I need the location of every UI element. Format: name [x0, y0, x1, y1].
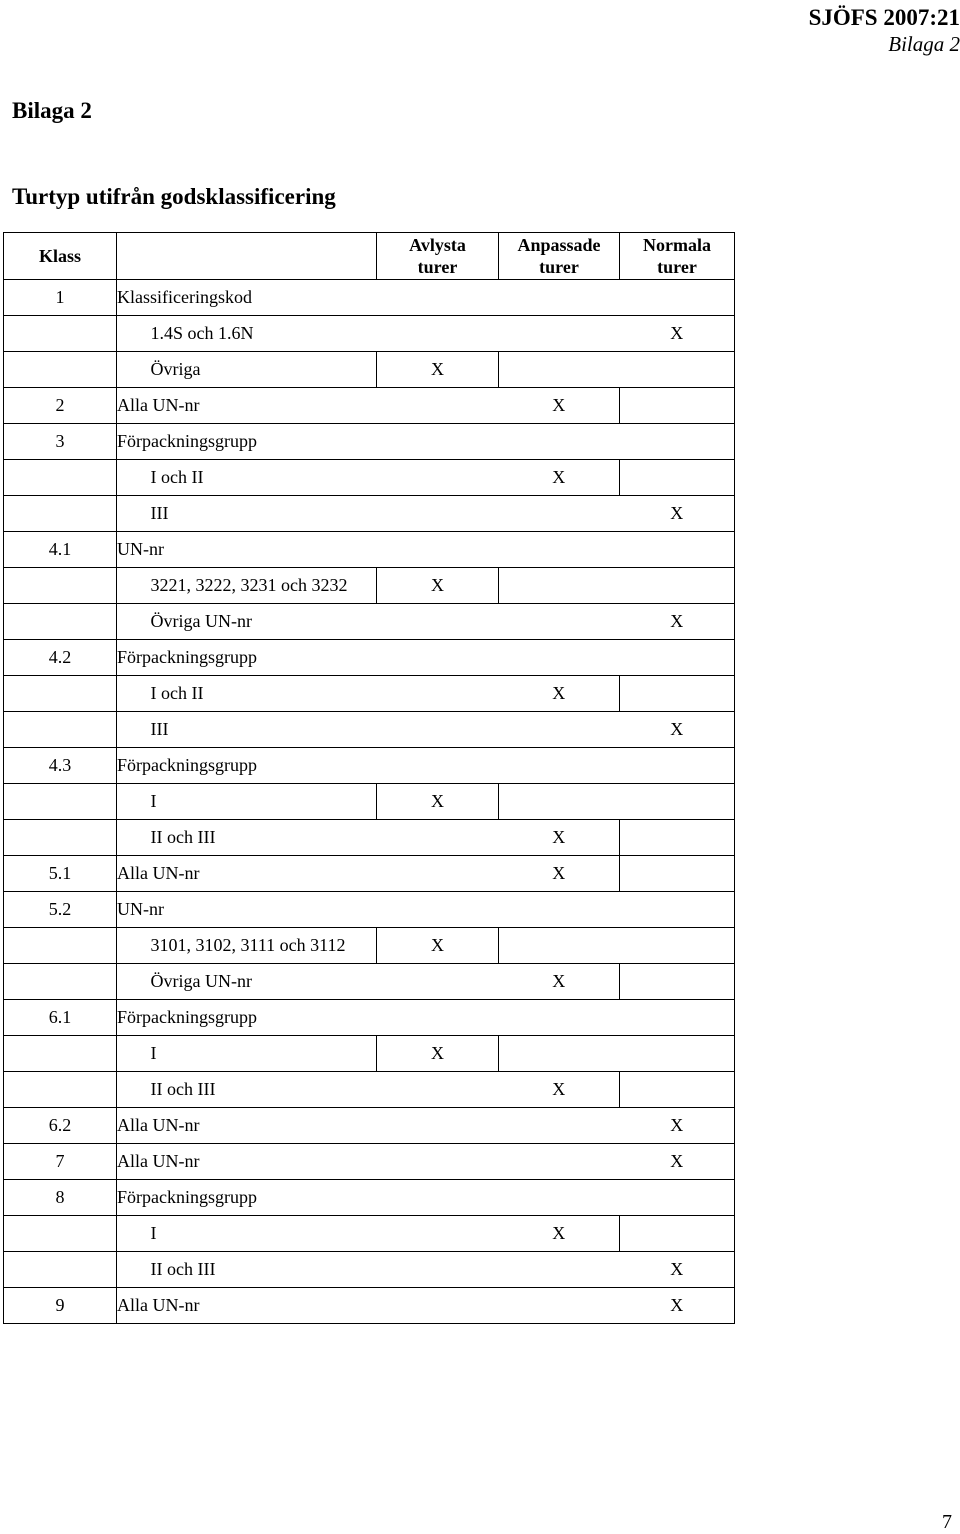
anpassade-cell — [499, 1036, 620, 1072]
table-row — [4, 604, 735, 640]
klass-cell: 5.2 — [4, 892, 117, 928]
table-row — [4, 352, 735, 388]
table-row — [4, 676, 735, 712]
indent-cell — [117, 964, 151, 1000]
table-row — [4, 316, 735, 352]
avlysta-cell — [377, 460, 499, 496]
row-label: Alla UN-nr — [117, 388, 377, 424]
table-row — [4, 1108, 735, 1144]
table-row — [4, 1144, 735, 1180]
classification-table — [3, 232, 735, 1324]
anpassade-cell — [499, 604, 620, 640]
klass-cell — [4, 316, 117, 352]
normala-cell: X — [620, 316, 735, 352]
row-label: Alla UN-nr — [117, 1288, 377, 1324]
klass-cell — [4, 496, 117, 532]
row-label: Förpackningsgrupp — [117, 748, 735, 784]
avlysta-cell — [377, 604, 499, 640]
normala-cell: X — [620, 712, 735, 748]
normala-cell: X — [620, 604, 735, 640]
anpassade-cell — [499, 1288, 620, 1324]
normala-cell: X — [620, 1252, 735, 1288]
indent-cell — [117, 712, 151, 748]
row-label: Övriga — [151, 352, 377, 388]
avlysta-cell: X — [377, 784, 499, 820]
table-row — [4, 1000, 735, 1036]
normala-cell — [620, 352, 735, 388]
klass-cell: 4.1 — [4, 532, 117, 568]
row-label: 1.4S och 1.6N — [151, 316, 377, 352]
row-label: 3221, 3222, 3231 och 3232 — [151, 568, 377, 604]
klass-cell — [4, 676, 117, 712]
row-label: II och III — [151, 1072, 377, 1108]
klass-cell — [4, 1216, 117, 1252]
row-label: Klassificeringskod — [117, 280, 735, 316]
row-label: UN-nr — [117, 892, 735, 928]
label-header — [117, 233, 377, 280]
anpassade-cell — [499, 352, 620, 388]
table-row — [4, 928, 735, 964]
klass-cell — [4, 568, 117, 604]
klass-cell — [4, 964, 117, 1000]
table-row — [4, 1252, 735, 1288]
indent-cell — [117, 676, 151, 712]
avlysta-cell: X — [377, 1036, 499, 1072]
anpassade-cell — [499, 496, 620, 532]
avlysta-cell — [377, 496, 499, 532]
normala-cell — [620, 784, 735, 820]
row-label: Förpackningsgrupp — [117, 1180, 735, 1216]
table-row — [4, 640, 735, 676]
klass-cell: 9 — [4, 1288, 117, 1324]
row-label: Övriga UN-nr — [151, 604, 377, 640]
table-row — [4, 784, 735, 820]
avlysta-cell — [377, 964, 499, 1000]
table-header-row — [4, 233, 735, 280]
table-row — [4, 388, 735, 424]
indent-cell — [117, 496, 151, 532]
normala-cell — [620, 676, 735, 712]
row-label: Alla UN-nr — [117, 1108, 377, 1144]
table-row — [4, 1036, 735, 1072]
avlysta-header: Avlysta turer — [377, 233, 499, 280]
table-row — [4, 820, 735, 856]
row-label: UN-nr — [117, 532, 735, 568]
annex-label: Bilaga 2 — [888, 32, 960, 56]
normala-cell — [620, 856, 735, 892]
anpassade-cell — [499, 784, 620, 820]
row-label: II och III — [151, 820, 377, 856]
indent-cell — [117, 568, 151, 604]
normala-header: Normala turer — [620, 233, 735, 280]
klass-cell: 1 — [4, 280, 117, 316]
avlysta-cell: X — [377, 568, 499, 604]
table-row — [4, 892, 735, 928]
row-label: 3101, 3102, 3111 och 3112 — [151, 928, 377, 964]
anpassade-header: Anpassade turer — [499, 233, 620, 280]
row-label: III — [151, 712, 377, 748]
anpassade-cell — [499, 928, 620, 964]
row-label: Alla UN-nr — [117, 856, 377, 892]
indent-cell — [117, 1036, 151, 1072]
normala-cell — [620, 388, 735, 424]
normala-cell — [620, 928, 735, 964]
table-row — [4, 1180, 735, 1216]
avlysta-cell — [377, 856, 499, 892]
indent-cell — [117, 1072, 151, 1108]
klass-cell: 3 — [4, 424, 117, 460]
table-row — [4, 496, 735, 532]
klass-cell: 4.3 — [4, 748, 117, 784]
normala-cell: X — [620, 1144, 735, 1180]
row-label: Alla UN-nr — [117, 1144, 377, 1180]
normala-cell: X — [620, 1108, 735, 1144]
avlysta-cell — [377, 1288, 499, 1324]
avlysta-cell — [377, 316, 499, 352]
normala-cell: X — [620, 496, 735, 532]
indent-cell — [117, 604, 151, 640]
klass-cell — [4, 712, 117, 748]
anpassade-cell: X — [499, 1072, 620, 1108]
table-row — [4, 424, 735, 460]
klass-cell: 2 — [4, 388, 117, 424]
section-title: Bilaga 2 — [12, 98, 92, 123]
anpassade-cell: X — [499, 676, 620, 712]
avlysta-cell — [377, 388, 499, 424]
anpassade-cell — [499, 1252, 620, 1288]
indent-cell — [117, 1216, 151, 1252]
indent-cell — [117, 1252, 151, 1288]
row-label: Förpackningsgrupp — [117, 424, 735, 460]
klass-cell — [4, 928, 117, 964]
klass-header: Klass — [4, 233, 117, 280]
avlysta-cell — [377, 1072, 499, 1108]
anpassade-cell — [499, 568, 620, 604]
normala-cell — [620, 460, 735, 496]
row-label: Förpackningsgrupp — [117, 1000, 735, 1036]
klass-cell — [4, 1036, 117, 1072]
klass-cell: 6.2 — [4, 1108, 117, 1144]
table-row — [4, 748, 735, 784]
anpassade-cell — [499, 1108, 620, 1144]
document-title: Turtyp utifrån godsklassificering — [12, 184, 336, 209]
row-label: I och II — [151, 676, 377, 712]
anpassade-cell: X — [499, 460, 620, 496]
table-row — [4, 460, 735, 496]
avlysta-cell — [377, 712, 499, 748]
table-row — [4, 568, 735, 604]
row-label: I — [151, 1036, 377, 1072]
klass-cell: 5.1 — [4, 856, 117, 892]
indent-cell — [117, 316, 151, 352]
row-label: I och II — [151, 460, 377, 496]
klass-cell: 4.2 — [4, 640, 117, 676]
table-row — [4, 1216, 735, 1252]
klass-cell: 7 — [4, 1144, 117, 1180]
row-label: I — [151, 784, 377, 820]
indent-cell — [117, 352, 151, 388]
klass-cell — [4, 352, 117, 388]
anpassade-cell: X — [499, 388, 620, 424]
anpassade-cell — [499, 1144, 620, 1180]
avlysta-cell — [377, 1144, 499, 1180]
table-row — [4, 280, 735, 316]
klass-cell: 6.1 — [4, 1000, 117, 1036]
avlysta-cell — [377, 1252, 499, 1288]
avlysta-cell — [377, 820, 499, 856]
normala-cell — [620, 1072, 735, 1108]
avlysta-cell: X — [377, 928, 499, 964]
anpassade-cell — [499, 316, 620, 352]
klass-cell: 8 — [4, 1180, 117, 1216]
normala-cell: X — [620, 1288, 735, 1324]
table-row — [4, 712, 735, 748]
row-label: II och III — [151, 1252, 377, 1288]
document-id: SJÖFS 2007:21 — [808, 5, 960, 30]
indent-cell — [117, 460, 151, 496]
normala-cell — [620, 964, 735, 1000]
table-row — [4, 1288, 735, 1324]
normala-cell — [620, 820, 735, 856]
klass-cell — [4, 604, 117, 640]
row-label: Förpackningsgrupp — [117, 640, 735, 676]
anpassade-cell: X — [499, 964, 620, 1000]
avlysta-cell — [377, 1216, 499, 1252]
klass-cell — [4, 460, 117, 496]
row-label: III — [151, 496, 377, 532]
klass-cell — [4, 1072, 117, 1108]
avlysta-cell: X — [377, 352, 499, 388]
normala-cell — [620, 568, 735, 604]
avlysta-cell — [377, 676, 499, 712]
indent-cell — [117, 784, 151, 820]
anpassade-cell: X — [499, 1216, 620, 1252]
table-row — [4, 964, 735, 1000]
page-number: 7 — [942, 1511, 952, 1533]
page-header — [809, 4, 960, 58]
indent-cell — [117, 820, 151, 856]
row-label: Övriga UN-nr — [151, 964, 377, 1000]
klass-cell — [4, 1252, 117, 1288]
table-row — [4, 532, 735, 568]
table-row — [4, 1072, 735, 1108]
anpassade-cell: X — [499, 820, 620, 856]
klass-cell — [4, 820, 117, 856]
klass-cell — [4, 784, 117, 820]
table-row — [4, 856, 735, 892]
anpassade-cell: X — [499, 856, 620, 892]
indent-cell — [117, 928, 151, 964]
avlysta-cell — [377, 1108, 499, 1144]
normala-cell — [620, 1036, 735, 1072]
row-label: I — [151, 1216, 377, 1252]
normala-cell — [620, 1216, 735, 1252]
anpassade-cell — [499, 712, 620, 748]
